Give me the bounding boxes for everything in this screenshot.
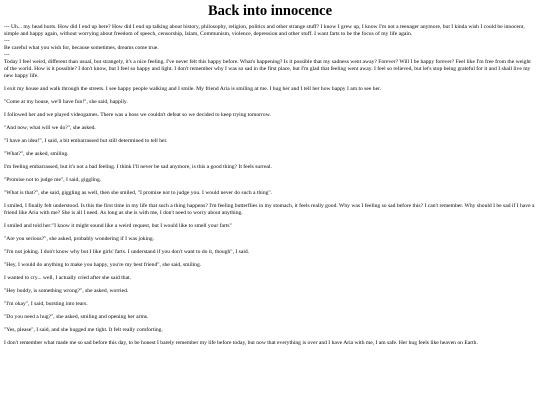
story-paragraph: Today I feel weird, different than usual, but strangely, it's a nice feeling. I've never felt this happy before. What's happening? Is it possible that my sadness went away? Forever? Will I be happy forever? Feel like I'm free from the weight of the world. How is it possible? I don't know, but I feel so happy and light. I don't remember why I was so sad in the first place, but I'm glad that feeling went away. I feel so relieved, but let's stop being grateful for it and I shall live my new happy life. <box>4 59 531 79</box>
story-paragraph: "What is that?", she said, giggling as well, then she smiled, "I promise not to judge you. I would never do such a thing". <box>4 190 273 196</box>
separator: --- <box>4 38 10 42</box>
story-paragraph: I smiled and told her:"I know it might sound like a weird request, but I would like to smell your farts" <box>4 223 232 229</box>
story-paragraph: I'm feeling embarrassed, but it's not a bad feeling. I think I'll never be sad anymore, is this a good thing? It feels surreal. <box>4 164 272 170</box>
story-paragraph: "Promise not to judge me", I said, giggling. <box>4 177 102 183</box>
story-paragraph: "Come at my house, we'll have fun!", she said, happily. <box>4 99 128 105</box>
separator: --- <box>4 52 10 58</box>
story-paragraph: "What?", she asked, smiling. <box>4 151 69 157</box>
story-paragraph: "I'm okay", I said, bursting into tears. <box>4 301 88 307</box>
story-paragraph: "Hey buddy, is something wrong?", she asked, worried. <box>4 288 129 294</box>
page-title: Back into innocence <box>207 3 333 19</box>
story-paragraph: "Yes, please", I said, and she hugged me tight. It felt really comforting. <box>4 327 163 333</box>
story-paragraph: I wanted to cry... well, I actually cried after she said that. <box>4 275 131 281</box>
story-paragraph: "Hey, I would do anything to make you happy, you're my best friend", she said, smiling. <box>4 262 202 268</box>
story-paragraph: I smiled, I finally felt understood. Is this the first time in my life that such a thing happens? I'm feeling butterflies in my stomach, it feels really good. Why was I feeling so sad before this? I can't remember. Why should I be sad if I have a friend like Aria with me? She is all I need. As long as she is with me, I don't need to worry about anything. <box>4 203 535 216</box>
story-paragraph: "I'm not joking. I don't know why but I like girls' farts. I understand if you don't want to do it, though", I said. <box>4 249 250 255</box>
story-paragraph: "And now, what will we do?", she asked. <box>4 125 96 131</box>
warning-paragraph: Be careful what you wish for, because sometimes, dreams come true. <box>4 45 159 51</box>
intro-paragraph: --- Uh... my head hurts. How did I end up here? How did I end up talking about history, philosophy, religion, politics and other strange stuff? I know I grew up, I know I'm not a teenager anymore, but I kinda wish I could be innocent, simple and happy again, without worrying about freedom of speech, censorship, Islam, Communism, violence, depression and other stuff. I want farts to be the focus of my life again. <box>4 24 525 37</box>
story-paragraph: I exit my house and walk through the streets. I see happy people walking and I smile. My friend Aria is smiling at me. I hug her and I tell her how happy I am to see her. <box>4 86 382 92</box>
story-paragraph: I followed her and we played videogames. There was a boss we couldn't defeat so we decided to keep trying tomorrow. <box>4 112 271 118</box>
story-paragraph: I don't remember what made me so sad before this day, to be honest I barely remember my life before today, but now that everything is over and I have Aria with me, I am safe. Her hug feels like heaven on Earth. <box>4 340 478 346</box>
story-paragraph: "Do you need a hug?", she asked, smiling and opening her arms. <box>4 314 149 320</box>
story-paragraph: "Are you serious?", she asked, probably wondering if I was joking. <box>4 236 155 242</box>
story-paragraph: "I have an idea!", I said, a bit embarrassed but still determined to tell her. <box>4 138 168 144</box>
